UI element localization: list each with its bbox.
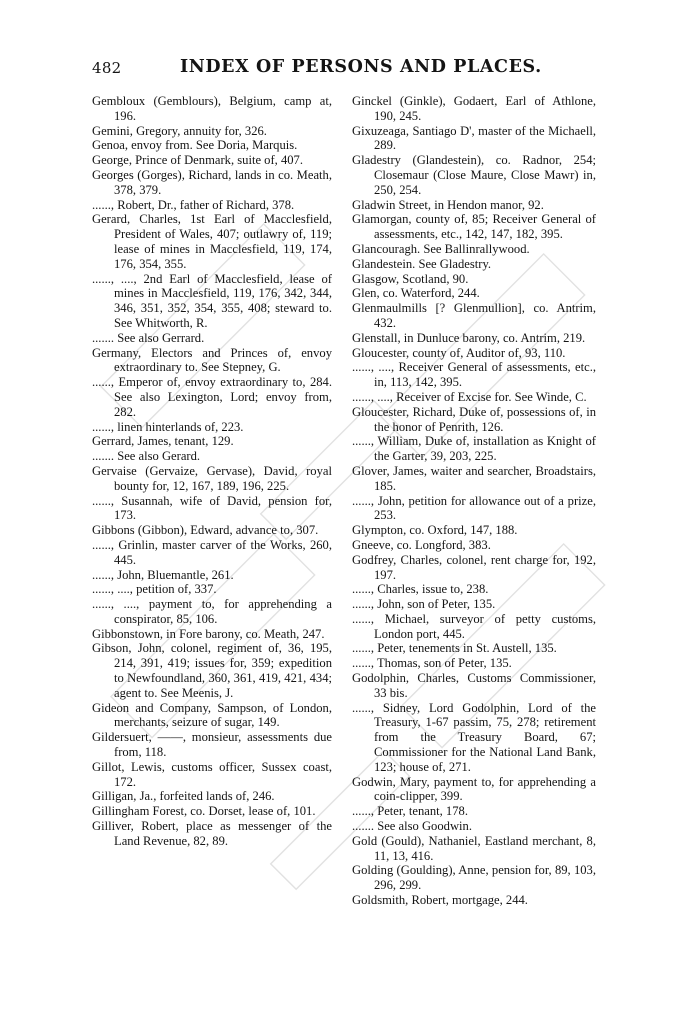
index-entry: Gneeve, co. Longford, 383.: [352, 537, 491, 552]
page-header: [92, 56, 592, 84]
index-entry: ......, ...., Receiver of Excise for. See Winde, C.: [352, 389, 587, 404]
index-entry: Gideon and Company, Sampson, of London, merchants, seizure of sugar, 149.: [92, 700, 332, 730]
index-entry: Gerard, Charles, 1st Earl of Macclesfield, President of Wales, 407; outlawry of, 119; lease of mines in Macclesfield, 119, 174, 176, 354, 355.: [92, 212, 332, 271]
index-entry: Godwin, Mary, payment to, for apprehending a coin-clipper, 399.: [352, 774, 596, 804]
index-entry: ......, Peter, tenant, 178.: [352, 804, 468, 819]
index-entry: Glenmaulmills [? Glenmullion], co. Antrim, 432.: [352, 301, 596, 330]
index-entry: ......, Charles, issue to, 238.: [352, 582, 489, 597]
index-entry: George, Prince of Denmark, suite of, 407.: [92, 153, 304, 168]
index-entry: Gloucester, Richard, Duke of, possessions of, in the honor of Penrith, 126.: [352, 404, 596, 434]
index-entry: Golding (Goulding), Anne, pension for, 89, 103, 296, 299.: [352, 863, 596, 893]
index-entry: ....... See also Goodwin.: [352, 819, 472, 834]
index-entry: ......, John, Bluemantle, 261.: [92, 567, 234, 582]
index-column-left: [92, 94, 332, 849]
index-entry: ......, John, son of Peter, 135.: [352, 597, 496, 612]
page-number: 482: [92, 59, 122, 77]
index-entry: Genoa, envoy from. See Doria, Marquis.: [92, 138, 298, 153]
index-entry: ......, John, petition for allowance out of a prize, 253.: [352, 493, 596, 523]
index-entry: Gillingham Forest, co. Dorset, lease of, 101.: [92, 804, 316, 819]
index-entry: ......, linen hinterlands of, 223.: [92, 419, 244, 434]
index-entry: ......, Sidney, Lord Godolphin, Lord of the Treasury, 1-67 passim, 75, 278; retirement from the Treasury Board, 67; Commissioner for the National Land Bank, 123; house of, 271.: [352, 700, 596, 774]
index-entry: Ginckel (Ginkle), Godaert, Earl of Athlone, 190, 245.: [352, 94, 596, 123]
index-entry: Gervaise (Gervaize, Gervase), David, royal bounty for, 12, 167, 189, 196, 225.: [92, 463, 332, 493]
index-entry: Gilliver, Robert, place as messenger of the Land Revenue, 82, 89.: [92, 819, 332, 848]
index-entry: Gladwin Street, in Hendon manor, 92.: [352, 197, 544, 212]
index-entry: ....... See also Gerard.: [92, 449, 201, 464]
index-entry: Glenstall, in Dunluce barony, co. Antrim, 219.: [352, 330, 586, 345]
index-entry: ......, ...., 2nd Earl of Macclesfield, lease of mines in Macclesfield, 119, 176, 342, 344, 346, 351, 352, 354, 355, 408; steward to. See Whitworth, R.: [92, 271, 332, 330]
index-entry: Glympton, co. Oxford, 147, 188.: [352, 523, 518, 538]
index-entry: Goldsmith, Robert, mortgage, 244.: [352, 893, 528, 908]
index-entry: ......, Robert, Dr., father of Richard, 378.: [92, 197, 295, 212]
index-entry: Gildersuert, ——, monsieur, assessments due from, 118.: [92, 730, 332, 760]
index-entry: Gemini, Gregory, annuity for, 326.: [92, 123, 267, 138]
running-title: INDEX OF PERSONS AND PLACES.: [180, 57, 542, 77]
index-entry: ......, Susannah, wife of David, pension for, 173.: [92, 493, 332, 523]
index-entry: Glancouragh. See Ballinrallywood.: [352, 241, 530, 256]
index-entry: Gembloux (Gemblours), Belgium, camp at, 196.: [92, 94, 332, 123]
index-entry: Gixuzeaga, Santiago D', master of the Michaell, 289.: [352, 123, 596, 153]
index-entry: Georges (Gorges), Richard, lands in co. Meath, 378, 379.: [92, 167, 332, 197]
index-entry: Gerrard, James, tenant, 129.: [92, 434, 234, 449]
index-entry: Gibbons (Gibbon), Edward, advance to, 307.: [92, 523, 319, 538]
index-entry: Glamorgan, county of, 85; Receiver General of assessments, etc., 142, 147, 182, 395.: [352, 212, 596, 242]
index-entry: Glen, co. Waterford, 244.: [352, 286, 480, 301]
index-entry: Godfrey, Charles, colonel, rent charge for, 192, 197.: [352, 552, 596, 582]
index-entry: ......, Michael, surveyor of petty customs, London port, 445.: [352, 611, 596, 641]
index-entry: Godolphin, Charles, Customs Commissioner, 33 bis.: [352, 671, 596, 700]
index-entry: Gibson, John, colonel, regiment of, 36, 195, 214, 391, 419; issues for, 359; expedition to Newfoundland, 360, 361, 419, 421, 434; agent to. See Meenis, J.: [92, 641, 332, 700]
index-entry: Gillot, Lewis, customs officer, Sussex coast, 172.: [92, 759, 332, 789]
index-entry: Germany, Electors and Princes of, envoy extraordinary to. See Stepney, G.: [92, 345, 332, 375]
index-entry: Gold (Gould), Nathaniel, Eastland merchant, 8, 11, 13, 416.: [352, 833, 596, 863]
index-entry: ......, ...., petition of, 337.: [92, 582, 217, 597]
index-entry: ......, ...., payment to, for apprehending a conspirator, 85, 106.: [92, 597, 332, 626]
index-entry: Gibbonstown, in Fore barony, co. Meath, 247.: [92, 626, 325, 641]
index-entry: Gilligan, Ja., forfeited lands of, 246.: [92, 789, 275, 804]
index-entry: Glasgow, Scotland, 90.: [352, 271, 469, 286]
index-entry: Gladestry (Glandestein), co. Radnor, 254; Closemaur (Close Maure, Close Mawr) in, 250, 254.: [352, 153, 596, 197]
index-column-right: [352, 94, 596, 908]
index-entry: Glandestein. See Gladestry.: [352, 256, 492, 271]
index-entry: Glover, James, waiter and searcher, Broadstairs, 185.: [352, 463, 596, 493]
index-entry: ......, ...., Receiver General of assessments, etc., in, 113, 142, 395.: [352, 360, 596, 390]
index-entry: ......, William, Duke of, installation as Knight of the Garter, 39, 203, 225.: [352, 434, 596, 464]
index-entry: ......, Grinlin, master carver of the Works, 260, 445.: [92, 537, 332, 567]
index-entry: ......, Peter, tenements in St. Austell, 135.: [352, 641, 557, 656]
index-entry: ......, Emperor of, envoy extraordinary to, 284. See also Lexington, Lord; envoy from, 282.: [92, 375, 332, 419]
index-entry: ....... See also Gerrard.: [92, 330, 205, 345]
index-entry: Gloucester, county of, Auditor of, 93, 110.: [352, 345, 566, 360]
index-entry: ......, Thomas, son of Peter, 135.: [352, 656, 512, 671]
